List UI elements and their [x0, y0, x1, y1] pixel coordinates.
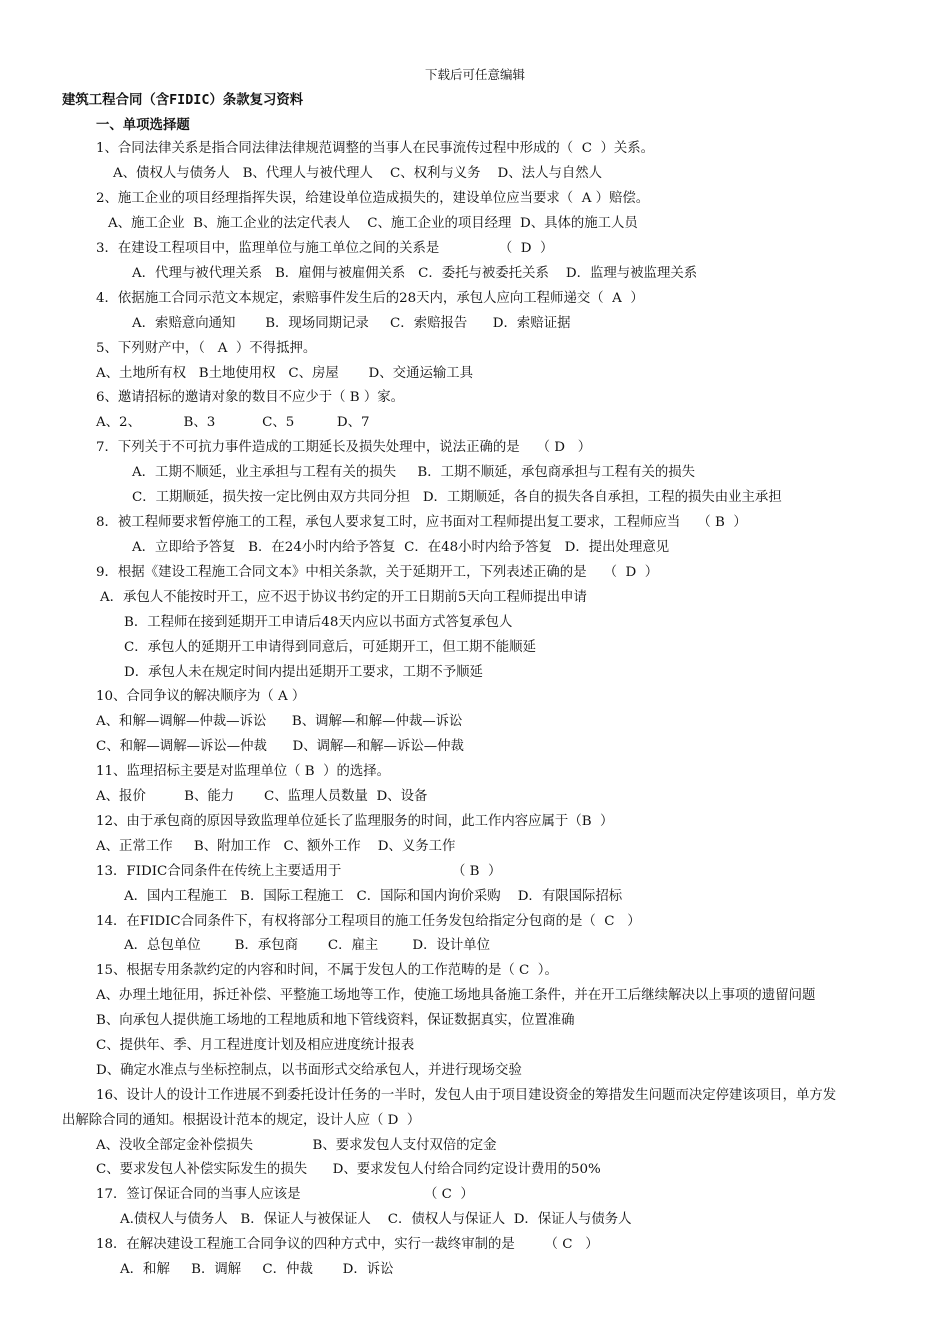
question-5: 5、下列财产中，（ A ）不得抵押。	[96, 341, 317, 356]
question-12: 12、由于承包商的原因导致监理单位延长了监理服务的时间，此工作内容应属于（B ）	[96, 814, 614, 829]
question-5-options: A、土地所有权 B土地使用权 C、房屋 D、交通运输工具	[96, 366, 474, 381]
question-9-option-d: D．承包人未在规定时间内提出延期开工要求，工期不予顺延	[124, 665, 483, 680]
section-heading: 一、单项选择题	[96, 117, 190, 133]
question-16: 16、设计人的设计工作进展不到委托设计任务的一半时，发包人由于项目建设资金的筹措发生问题而决定停建该项目，单方发	[96, 1088, 837, 1103]
question-1-options: A、债权人与债务人 B、代理人与被代理人 C、权利与义务 D、法人与自然人	[113, 166, 603, 181]
question-10-options-cd: C、和解—调解—诉讼—仲裁 D、调解—和解—诉讼—仲裁	[96, 739, 464, 754]
question-2-options: A、施工企业 B、施工企业的法定代表人 C、施工企业的项目经理 D、具体的施工人员	[108, 216, 638, 231]
question-7-options-ab: A．工期不顺延，业主承担与工程有关的损失 B．工期不顺延，承包商承担与工程有关的损失	[132, 465, 696, 480]
question-8: 8．被工程师要求暂停施工的工程，承包人要求复工时，应书面对工程师提出复工要求，工程师应当 （ B ）	[96, 515, 747, 530]
question-14: 14．在FIDIC合同条件下，有权将部分工程项目的施工任务发包给指定分包商的是（ C ）	[96, 914, 641, 929]
question-9: 9．根据《建设工程施工合同文本》中相关条款，关于延期开工，下列表述正确的是 （ D ）	[96, 565, 659, 580]
question-13-options: A．国内工程施工 B．国际工程施工 C．国际和国内询价采购 D．有限国际招标	[124, 889, 623, 904]
question-15: 15、根据专用条款约定的内容和时间，不属于发包人的工作范畴的是（ C ）。	[96, 963, 558, 978]
question-1: 1、合同法律关系是指合同法律法律规范调整的当事人在民事流传过程中形成的（ C ）关系。	[96, 141, 655, 156]
question-11: 11、监理招标主要是对监理单位（ B ）的选择。	[96, 764, 391, 779]
question-15-option-a: A、办理土地征用，拆迁补偿、平整施工场地等工作，使施工场地具备施工条件，并在开工后继续解决以上事项的遗留问题	[96, 988, 816, 1003]
question-16-options-cd: C、要求发包人补偿实际发生的损失 D、要求发包人付给合同约定设计费用的50%	[96, 1162, 601, 1177]
question-4-options: A．索赔意向通知 B．现场同期记录 C．索赔报告 D．索赔证据	[132, 316, 571, 331]
question-15-option-b: B、向承包人提供施工场地的工程地质和地下管线资料，保证数据真实，位置准确	[96, 1013, 575, 1028]
question-2: 2、施工企业的项目经理指挥失误，给建设单位造成损失的，建设单位应当要求（ A ）赔偿。	[96, 191, 650, 206]
document-title: 建筑工程合同（含FIDIC）条款复习资料	[62, 93, 304, 108]
question-17-options: A.债权人与债务人 B．保证人与被保证人 C．债权人与保证人 D．保证人与债务人	[120, 1212, 632, 1227]
question-6: 6、邀请招标的邀请对象的数目不应少于（ B ）家。	[96, 390, 405, 405]
question-12-options: A、正常工作 B、附加工作 C、额外工作 D、义务工作	[96, 839, 456, 854]
question-15-option-d: D、确定水准点与坐标控制点，以书面形式交给承包人，并进行现场交验	[96, 1063, 522, 1078]
question-18-options: A．和解 B．调解 C．仲裁 D．诉讼	[120, 1262, 394, 1277]
page-header: 下载后可任意编辑	[425, 67, 526, 82]
question-14-options: A．总包单位 B．承包商 C．雇主 D．设计单位	[124, 938, 491, 953]
question-4: 4．依据施工合同示范文本规定，索赔事件发生后的28天内，承包人应向工程师递交（ A ）	[96, 291, 644, 306]
question-3-options: A．代理与被代理关系 B．雇佣与被雇佣关系 C．委托与被委托关系 D．监理与被监理关系	[132, 266, 698, 281]
question-3: 3．在建设工程项目中，监理单位与施工单位之间的关系是 （ D ）	[96, 241, 554, 256]
question-8-options: A．立即给予答复 B．在24小时内给予答复 C．在48小时内给予答复 D．提出处理意见	[132, 540, 670, 555]
question-15-option-c: C、提供年、季、月工程进度计划及相应进度统计报表	[96, 1038, 415, 1053]
question-9-option-c: C．承包人的延期开工申请得到同意后，可延期开工，但工期不能顺延	[124, 640, 536, 655]
question-17: 17．签订保证合同的当事人应该是 （ C ）	[96, 1187, 474, 1202]
question-10-options-ab: A、和解—调解—仲裁—诉讼 B、调解—和解—仲裁—诉讼	[96, 714, 463, 729]
question-16-options-ab: A、没收全部定金补偿损失 B、要求发包人支付双倍的定金	[96, 1138, 497, 1153]
question-7-options-cd: C．工期顺延，损失按一定比例由双方共同分担 D．工期顺延，各自的损失各自承担，工程的损失由业主承担	[132, 490, 782, 505]
question-10: 10、合同争议的解决顺序为（ A ）	[96, 689, 306, 704]
question-13: 13．FIDIC合同条件在传统上主要适用于 （ B ）	[96, 864, 502, 879]
question-6-options: A、2、 B、3 C、5 D、7	[96, 415, 370, 430]
question-9-option-a: A．承包人不能按时开工，应不迟于协议书约定的开工日期前5天向工程师提出申请	[100, 590, 587, 605]
question-7: 7．下列关于不可抗力事件造成的工期延长及损失处理中，说法正确的是 （ D ）	[96, 440, 592, 455]
question-18: 18．在解决建设工程施工合同争议的四种方式中，实行一裁终审制的是 （ C ）	[96, 1237, 599, 1252]
question-9-option-b: B．工程师在接到延期开工申请后48天内应以书面方式答复承包人	[124, 615, 513, 630]
question-11-options: A、报价 B、能力 C、监理人员数量 D、设备	[96, 789, 428, 804]
question-16-continued: 出解除合同的通知。根据设计范本的规定，设计人应（ D ）	[62, 1113, 421, 1128]
